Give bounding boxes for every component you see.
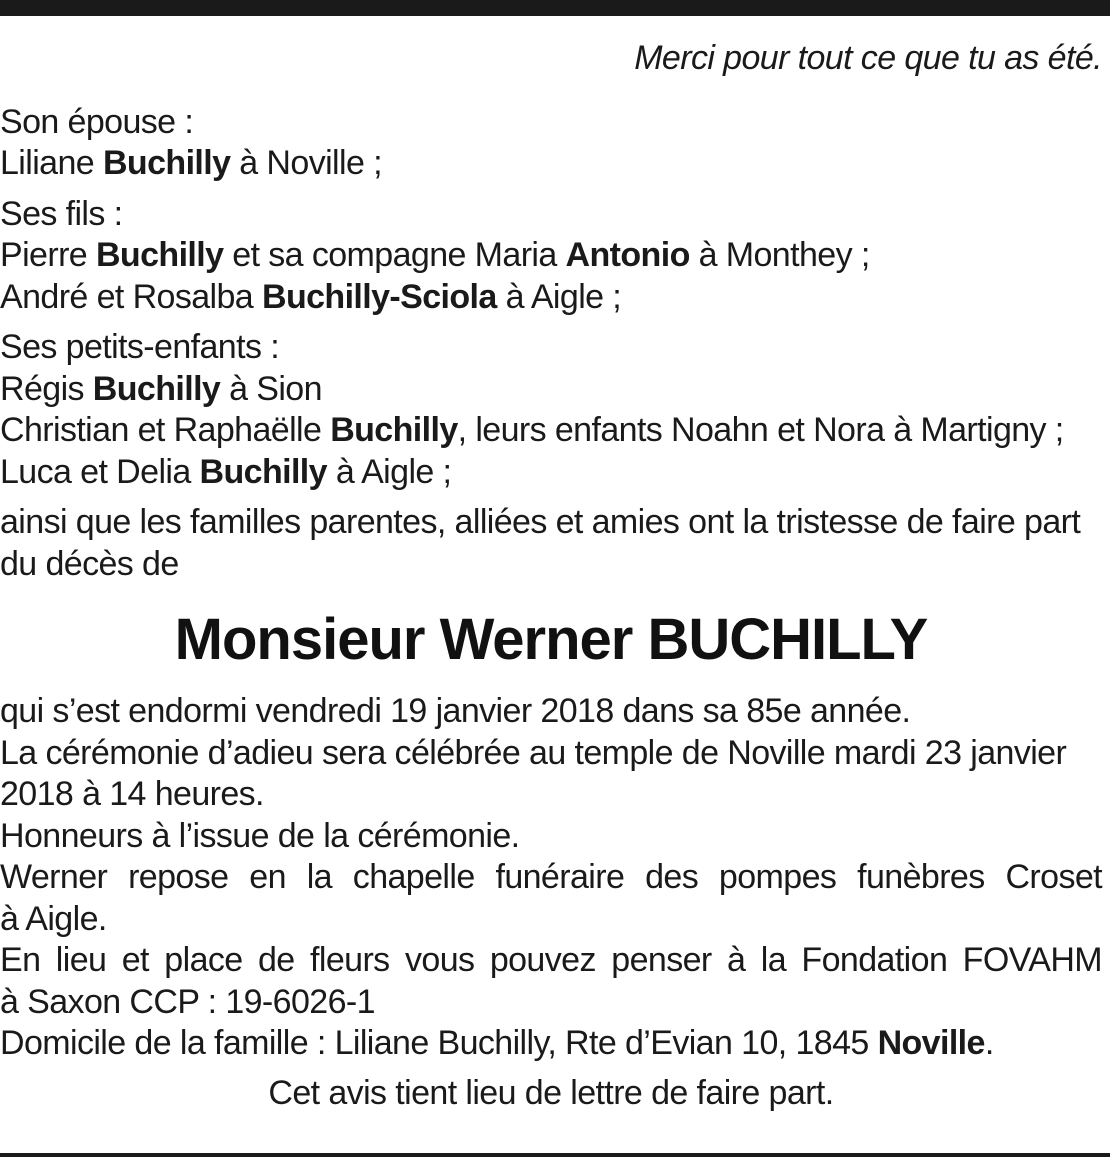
son-partner: et sa compagne Maria	[232, 236, 557, 274]
grandchild-place: à Sion	[229, 369, 322, 408]
grandchild-line	[0, 452, 1102, 494]
death-date: qui s’est endormi vendredi 19 janvier 2018 dans sa 85e année.	[0, 692, 911, 730]
closing-note: Cet avis tient lieu de lettre de faire part.	[268, 1073, 834, 1112]
son-surname: Buchilly	[95, 236, 224, 274]
flowers-info: En lieu et place de fleurs vous pouvez penser à la Fondation FOVAHM	[0, 941, 1102, 979]
grandchild-line	[0, 369, 1102, 411]
wife-first-name: Liliane	[0, 144, 95, 182]
deceased-name: Monsieur Werner BUCHILLY	[174, 607, 928, 672]
bottom-border-rule	[0, 1153, 1110, 1157]
announcement-text: du décès de	[0, 544, 179, 583]
son-place: à Monthey ;	[698, 236, 870, 274]
son-surname: Buchilly-Sciola	[261, 277, 497, 316]
top-border-rule	[0, 0, 1110, 16]
grandchild-first-name: Christian et Raphaëlle	[0, 411, 322, 449]
grandchild-place: à Aigle ;	[335, 452, 452, 491]
obituary-notice	[0, 38, 1102, 1114]
rest-info: Werner repose en la chapelle funéraire des pompes funèbres Croset	[0, 858, 1102, 896]
wife-line	[0, 143, 1102, 185]
son-place: à Aigle ;	[505, 277, 622, 316]
grandchild-surname: Buchilly	[330, 411, 458, 449]
grandchild-line	[0, 410, 1102, 452]
domicile-town: Noville	[877, 1024, 985, 1062]
grandchild-first-name: Luca et Delia	[0, 452, 191, 491]
son-first-name: Pierre	[0, 236, 88, 274]
rest-info: à Aigle.	[0, 899, 107, 938]
flowers-info: à Saxon CCP : 19-6026-1	[0, 982, 375, 1021]
details-section	[0, 691, 1102, 1065]
announcement-section	[0, 502, 1102, 585]
grandchildren-heading: Ses petits-enfants :	[0, 328, 280, 366]
wife-section	[0, 102, 1102, 185]
son-first-name: André et Rosalba	[0, 277, 254, 316]
son-partner-surname: Antonio	[565, 236, 690, 274]
wife-surname: Buchilly	[102, 144, 231, 182]
sons-heading: Ses fils :	[0, 194, 123, 233]
son-line	[0, 277, 1102, 319]
ceremony-info: La cérémonie d’adieu sera célébrée au temple de Noville mardi 23 janvier	[0, 733, 1067, 772]
grandchild-surname: Buchilly	[92, 369, 221, 408]
motto: Merci pour tout ce que tu as été.	[634, 39, 1102, 77]
grandchild-first-name: Régis	[0, 369, 84, 408]
ceremony-info: 2018 à 14 heures.	[0, 775, 264, 813]
grandchild-surname: Buchilly	[199, 452, 327, 491]
son-line	[0, 235, 1102, 277]
announcement-text: ainsi que les familles parentes, alliées et amies ont la tristesse de faire part	[0, 503, 1081, 541]
domicile-info	[0, 1023, 1102, 1065]
wife-heading: Son épouse :	[0, 102, 194, 141]
grandchildren-section	[0, 327, 1102, 493]
wife-place: à Noville ;	[239, 144, 382, 182]
sons-section	[0, 194, 1102, 319]
domicile-address: Domicile de la famille : Liliane Buchilly, Rte d’Evian 10, 1845	[0, 1024, 869, 1062]
domicile-end: .	[984, 1024, 994, 1062]
grandchild-details: , leurs enfants Noahn et Nora à Martigny ;	[457, 411, 1064, 449]
honours-info: Honneurs à l’issue de la cérémonie.	[0, 816, 520, 855]
